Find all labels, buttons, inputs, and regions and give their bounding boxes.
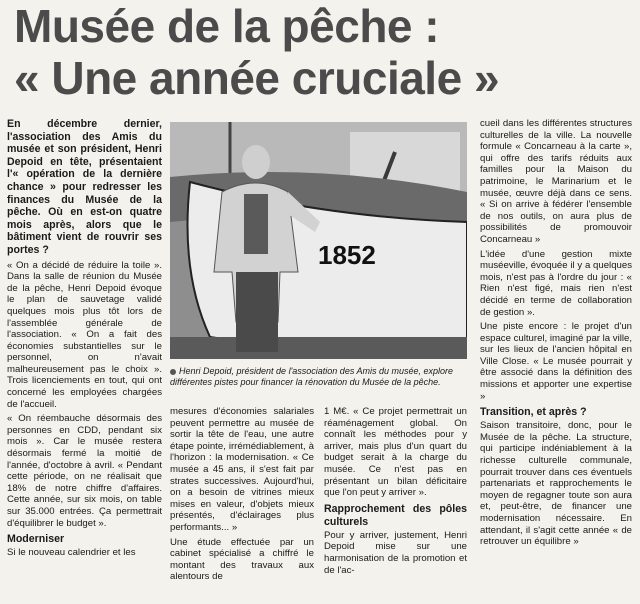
headline — [14, 0, 634, 104]
subhead-moderniser: Moderniser — [7, 533, 65, 546]
paragraph: mesures d'économies salariales peuvent permettre au musée de sortir la tête de l'eau, une autre étape pointe, irrémédiablement, à l'horizon : la modernisation. « Ce musée a 45 ans, il s'est fait par strates successives. Aujourd'hui, on a besoin de vitrines mieux mises en valeur, d'objets mieux présentés, d'éclairages plus performants... » — [170, 406, 314, 533]
subhead-transition: Transition, et après ? — [480, 406, 587, 419]
paragraph: « On réembauche désormais des personnes en CDD, pendant six mois ». Car le musée restera désormais fermé la moitié de l'année, d'octobre à avril. « Pendant cette période, on ne réalisait que 18% de notre chiffre d'affaires. Cette année, sur six mois, on table sur 35.000 entrées. Ça permettrait d'équilibrer le budget ». — [7, 413, 162, 529]
bullet-icon — [170, 369, 176, 375]
headline-line-1: Musée de la pêche : — [14, 0, 440, 52]
paragraph: Pour y arriver, justement, Henri Depoid mise sur une harmonisation de la promotion et de l'ac- — [324, 529, 467, 576]
boat-number-text: 1852 — [318, 240, 376, 270]
paragraph: « On a décidé de réduire la toile ». Dans la salle de réunion du Musée de la pêche, Henri Depoid évoque le plan de sauvetage validé quelques mois plus tôt lors de l'assemblée générale de l'association. « On a fait des économies substantielles sur le personnel, on n'avait malheureusement pas le choix ». Trois licenciements en tout, qui ont concerné les employées chargées de l'accueil. — [7, 259, 162, 410]
paragraph: cueil dans les différentes structures culturelles de la ville. La nouvelle formule « Concarneau à la carte », qui offre des tarifs réduits aux familles pour la Maison du patrimoine, le Marinarium et le musée, œuvre déjà dans ce sens. « Si on arrive à fédérer l'ensemble de nos outils, on aura plus de possibilités de promouvoir Concarneau » — [480, 118, 632, 245]
column-1 — [7, 118, 162, 562]
paragraph: L'idée d'une gestion mixte muséeville, évoquée il y a quelques mois, n'est pas à l'ordre du jour : « Rien n'est figé, mais rien n'est décidé en terme de collaboration de gestion ». — [480, 248, 632, 318]
paragraph: Une piste encore : le projet d'un espace culturel, imaginé par la ville, sur les lieux de l'ancien hôpital en Ville Close. « Le musée pourrait y être associé dans la définition des missions et apporter une expertise » — [480, 321, 632, 402]
photo-caption-text: Henri Depoid, président de l'association des Amis du musée, explore différentes pistes pour financer la rénovation du Musée de la pêche. — [170, 366, 454, 387]
lead-paragraph: En décembre dernier, l'association des Amis du musée et son président, Henri Depoid en tête, présentaient l'« opération de la dernière chance » pour redresser les finances du Musée de la pêche. Où en est-on quatre mois après, alors que le bâtiment vient de rouvrir ses portes ? — [7, 118, 162, 256]
column-2 — [170, 406, 314, 586]
column-4 — [480, 118, 632, 551]
photo-caption — [170, 366, 467, 388]
column-3 — [324, 406, 467, 579]
headline-line-2: « Une année cruciale » — [14, 52, 500, 104]
paragraph: 1 M€. « Ce projet permettrait un réaménagement global. On connaît les méthodes pour y arriver, mais plus d'un quart du budget serait à la charge du musée. Ce n'est pas en présentant un bilan déficitaire que l'on peut y arriver ». — [324, 406, 467, 499]
photo-illustration — [170, 122, 467, 359]
paragraph: Si le nouveau calendrier et les — [7, 547, 136, 559]
subhead-rapprochement: Rapprochement des pôles culturels — [324, 502, 467, 528]
paragraph: Saison transitoire, donc, pour le Musée de la pêche. La structure, qui participe indéniablement à la richesse culturelle communale, pourrait trouver dans ces éventuels partenariats et rapprochements le moyen de regagner toute son aura et, peut-être, de financer une modernisation nécessaire. En attendant, il s'agit cette année « de retrouver un équilibre » — [480, 420, 632, 548]
article-photo — [170, 122, 467, 359]
paragraph: Une étude effectuée par un cabinet spécialisé a chiffré le montant des travaux aux alentours de — [170, 536, 314, 583]
